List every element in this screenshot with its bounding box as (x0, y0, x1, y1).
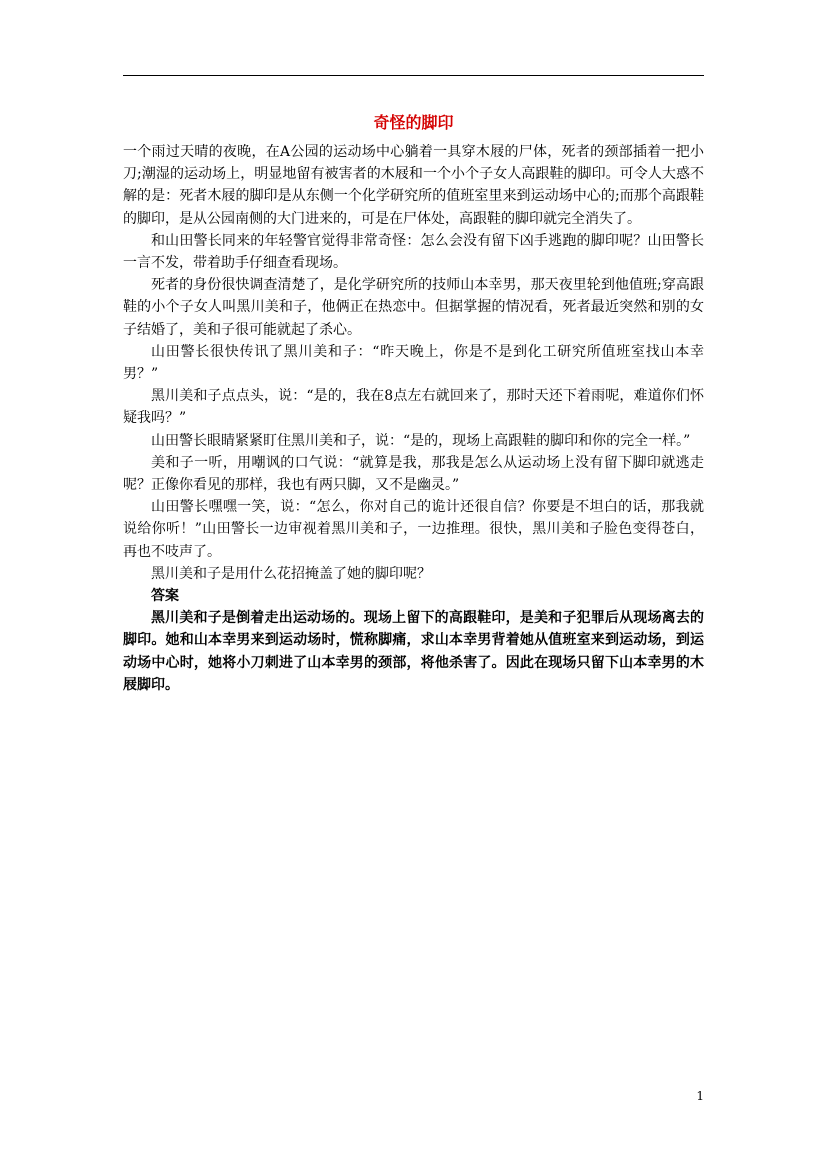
page-number: 1 (696, 1089, 704, 1103)
answer-text: 黑川美和子是倒着走出运动场的。现场上留下的高跟鞋印，是美和子犯罪后从现场离去的脚印。她和山本幸男来到运动场时，慌称脚痛，求山本幸男背着她从值班室来到运动场，到运动场中心时，她将小刀刺进了山本幸男的颈部，将他杀害了。因此在现场只留下山本幸男的木屐脚印。 (123, 610, 704, 693)
story-title: 奇怪的脚印 (373, 113, 454, 132)
paragraph: 一个雨过天晴的夜晚，在A公园的运动场中心躺着一具穿木屐的尸体，死者的颈部插着一把小刀;潮湿的运动场上，明显地留有被害者的木屐和一个小个子女人高跟鞋的脚印。可令人大惑不解的是：死者木屐的脚印是从东侧一个化学研究所的值班室里来到运动场中心的;而那个高跟鞋的脚印，是从公园南侧的大门进来的，可是在尸体处，高跟鞋的脚印就完全消失了。 (123, 144, 704, 227)
paragraph: 山田警长眼睛紧紧盯住黑川美和子，说：“是的，现场上高跟鞋的脚印和你的完全一样。” (151, 432, 691, 449)
story-body (123, 141, 704, 696)
paragraph: 山田警长很快传讯了黑川美和子：“昨天晚上，你是不是到化工研究所值班室找山本幸男？” (123, 343, 704, 383)
paragraph: 黑川美和子点点头，说：“是的，我在8点左右就回来了，那时天还下着雨呢，难道你们怀疑我吗？” (123, 388, 704, 427)
header-rule (123, 75, 704, 76)
paragraph: 美和子一听，用嘲讽的口气说：“就算是我，那我是怎么从运动场上没有留下脚印就逃走呢？正像你看见的那样，我也有两只脚，又不是幽灵。” (123, 454, 704, 494)
paragraph: 黑川美和子是用什么花招掩盖了她的脚印呢？ (151, 565, 431, 582)
paragraph: 山田警长嘿嘿一笑，说：“怎么，你对自己的诡计还很自信？你要是不坦白的话，那我就说给你听！”山田警长一边审视着黑川美和子，一边推理。很快，黑川美和子脸色变得苍白，再也不吱声了。 (123, 499, 704, 560)
paragraph: 死者的身份很快调查清楚了，是化学研究所的技师山本幸男，那天夜里轮到他值班;穿高跟鞋的小个子女人叫黑川美和子，他俩正在热恋中。但据掌握的情况看，死者最近突然和别的女子结婚了，美和子很可能就起了杀心。 (123, 277, 704, 338)
paragraph: 和山田警长同来的年轻警官觉得非常奇怪：怎么会没有留下凶手逃跑的脚印呢？山田警长一言不发，带着助手仔细查看现场。 (123, 232, 704, 272)
answer-label: 答案 (151, 588, 179, 605)
